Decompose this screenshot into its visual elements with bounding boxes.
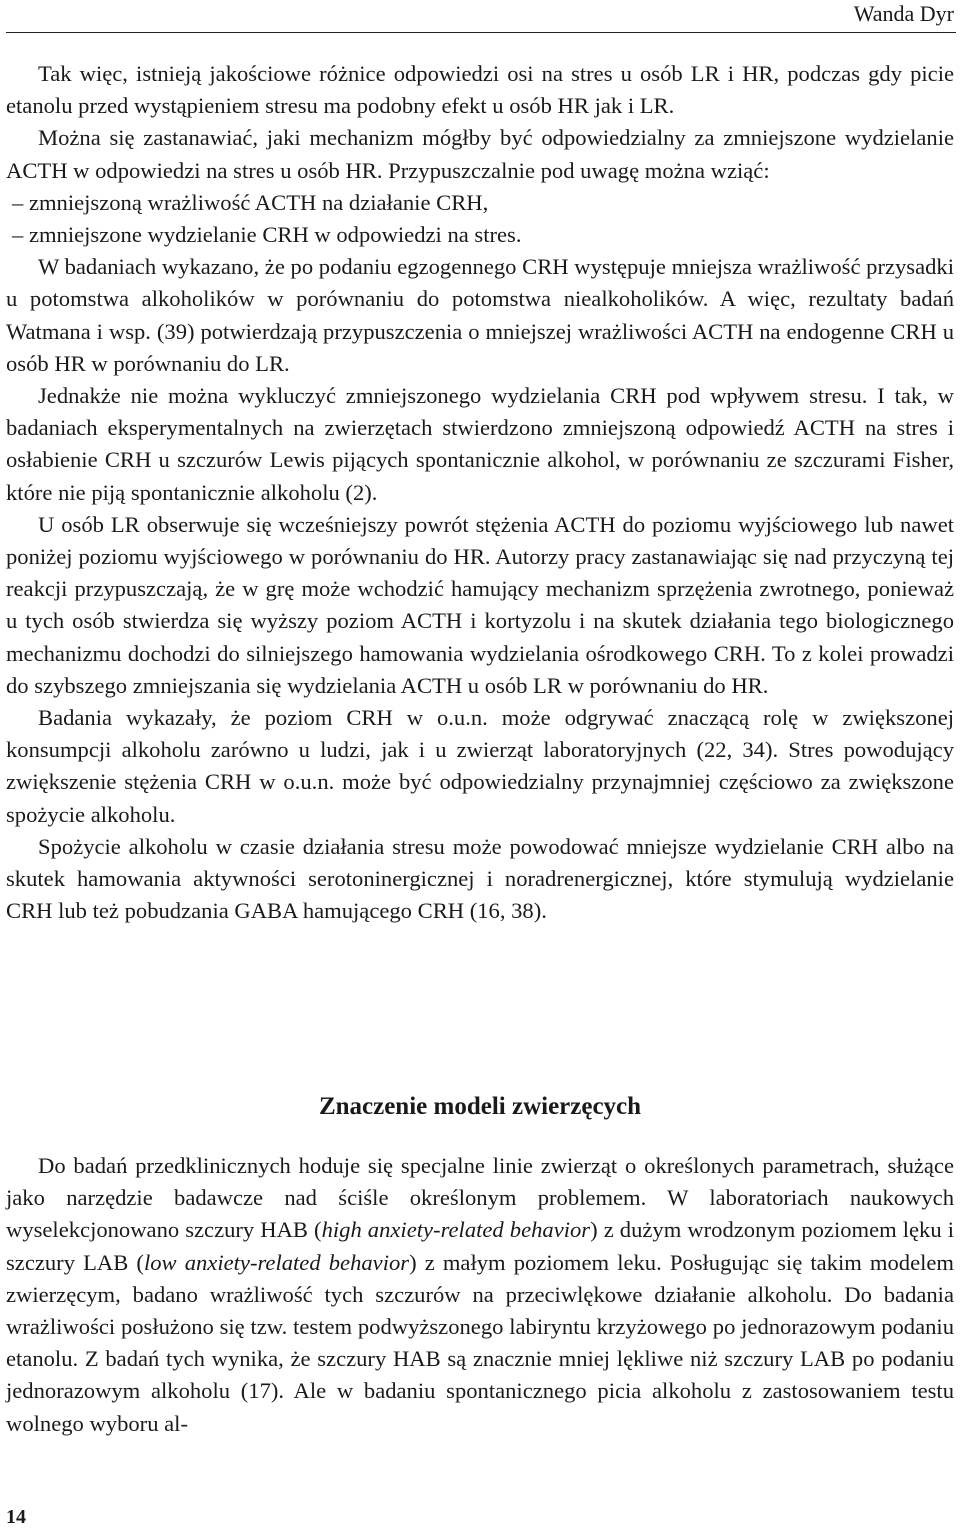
text-run: Do badań przedklinicznych hoduje się specjalne linie zwierząt o określonych parametrach, służące jako narzędzie badawcze nad ściśle określonym problemem. W laboratoriach naukowych wyselekcjonowano szczury HAB ( xyxy=(6,1153,954,1243)
section-heading: Znaczenie modeli zwierzęcych xyxy=(318,1093,642,1120)
header-rule xyxy=(6,32,956,33)
section-body xyxy=(6,1150,954,1440)
italic-term: low anxiety-related behavior xyxy=(143,1249,410,1275)
article-body xyxy=(6,58,954,927)
paragraph: Można się zastanawiać, jaki mechanizm mógłby być odpowiedzialny za zmniejszone wydzielanie ACTH w odpowiedzi na stres u osób HR. Przypuszczalnie pod uwagę można wziąć: xyxy=(6,125,954,183)
paragraph: Spożycie alkoholu w czasie działania stresu może powodować mniejsze wydzielanie CRH albo na skutek hamowania aktywności serotoninergicznej i noradrenergicznej, które stymulują wydzielanie CRH lub też pobudzania GABA hamującego CRH (16, 38). xyxy=(6,833,954,924)
paragraph: U osób LR obserwuje się wcześniejszy powrót stężenia ACTH do poziomu wyjściowego lub nawet poniżej poziomu wyjściowego w porównaniu do HR. Autorzy pracy zastanawiając się nad przyczyną tej reakcji przypuszczają, że w grę może wchodzić hamujący mechanizm sprzężenia zwrotnego, ponieważ u tych osób stwierdza się wyższy poziom ACTH i kortyzolu i na skutek działania tego biologicznego mechanizmu dochodzi do silniejszego hamowania wydzielania ośrodkowego CRH. To z kolei prowadzi do szybszego zmniejszania się wydzielania ACTH u osób LR w porównaniu do HR. xyxy=(6,511,954,698)
running-head-author: Wanda Dyr xyxy=(853,1,954,26)
text-run: ) z dużym wrodzonym poziomem lęku i szczury LAB ( xyxy=(6,1217,954,1275)
page-number: 14 xyxy=(6,1506,26,1528)
text-run: ) z małym poziomem leku. Posługując się takim modelem zwierzęcym, badano wrażliwość tych szczurów na przeciwlękowe działanie alkoholu. Do badania wrażliwości posłużono się tzw. testem podwyższonego labiryntu krzyżowego po jednorazowym podaniu etanolu. Z badań tych wynika, że szczury HAB są znacznie mniej lękliwe niż szczury LAB po podaniu jednorazowym alkoholu (17). Ale w badaniu spontanicznego picia alkoholu z zastosowaniem testu wolnego wyboru al- xyxy=(6,1249,954,1436)
paragraph: Jednakże nie można wykluczyć zmniejszonego wydzielania CRH pod wpływem stresu. I tak, w badaniach eksperymentalnych na zwierzętach stwierdzono zmniejszoną odpowiedź ACTH na stres i osłabienie CRH u szczurów Lewis pijących spontanicznie alkohol, w porównaniu ze szczurami Fisher, które nie piją spontanicznie alkoholu (2). xyxy=(6,383,954,505)
paragraph xyxy=(6,1150,954,1440)
list-item: – zmniejszone wydzielanie CRH w odpowiedzi na stres. xyxy=(12,222,522,248)
paragraph: Badania wykazały, że poziom CRH w o.u.n. może odgrywać znaczącą rolę w zwiększonej konsumpcji alkoholu zarówno u ludzi, jak i u zwierząt laboratoryjnych (22, 34). Stres powodujący zwiększenie stężenia CRH w o.u.n. może być odpowiedzialny przynajmniej częściowo za zwiększone spożycie alkoholu. xyxy=(6,705,954,827)
list-item: – zmniejszoną wrażliwość ACTH na działanie CRH, xyxy=(12,189,489,215)
paragraph: W badaniach wykazano, że po podaniu egzogennego CRH występuje mniejsza wrażliwość przysadki u potomstwa alkoholików w porównaniu do potomstwa niealkoholików. A więc, rezultaty badań Watmana i wsp. (39) potwierdzają przypuszczenia o mniejszej wrażliwości ACTH na endogenne CRH u osób HR w porównaniu do LR. xyxy=(6,254,954,376)
paragraph: Tak więc, istnieją jakościowe różnice odpowiedzi osi na stres u osób LR i HR, podczas gdy picie etanolu przed wystąpieniem stresu ma podobny efekt u osób HR jak i LR. xyxy=(6,61,954,119)
italic-term: high anxiety-related behavior xyxy=(321,1217,591,1243)
